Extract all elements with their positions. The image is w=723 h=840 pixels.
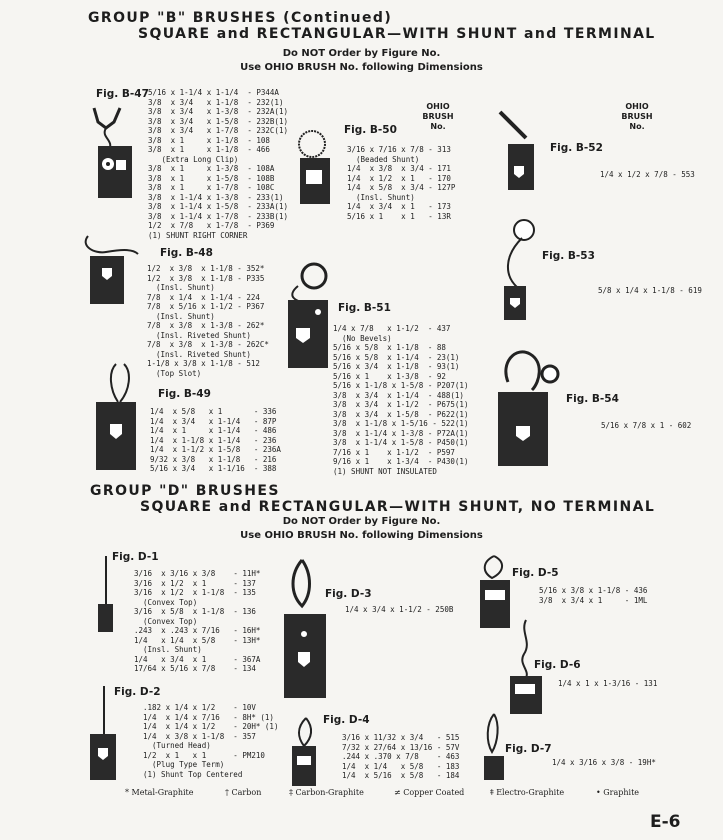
spec-line: 3/8 x 1 x 1-7/8 - 108C xyxy=(148,183,275,192)
brush-b48-illustration xyxy=(80,224,150,314)
column-header-line: No. xyxy=(430,122,446,131)
fig-b52-label: Fig. B-52 xyxy=(550,142,603,154)
brush-d7-illustration xyxy=(480,712,510,784)
fig-d2-label: Fig. D-2 xyxy=(114,686,161,698)
spec-line: .244 x .370 x 7/8 - 463 xyxy=(342,752,460,761)
spec-line: 3/16 x 5/8 x 1-1/8 - 136 xyxy=(134,607,256,616)
legend-graphite: • Graphite xyxy=(596,788,640,797)
spec-line: (Extra Long Clip) xyxy=(148,154,239,164)
group-b-subtitle: SQUARE and RECTANGULAR—WITH SHUNT and TERMINAL xyxy=(138,26,656,42)
spec-line: 5/16 x 5/8 x 1-1/8 - 88 xyxy=(333,343,446,352)
spec-line: (Turned Head) xyxy=(143,741,211,750)
brush-b50-illustration xyxy=(292,118,342,208)
spec-line: 3/16 x 1/2 x 1-1/8 - 135 xyxy=(134,588,256,597)
spec-line: 7/8 x 3/8 x 1-3/8 - 262C* xyxy=(147,340,269,349)
spec-line: 1/4 x 7/8 x 1-1/2 - 437 xyxy=(333,324,451,333)
spec-line: (Top Slot) xyxy=(147,368,202,378)
fig-d5-specs xyxy=(539,586,647,605)
brush-b51-illustration xyxy=(284,262,340,370)
brush-d2-illustration xyxy=(88,684,118,796)
spec-line: 7/8 x 3/8 x 1-3/8 - 262* xyxy=(147,321,265,330)
fig-b49-label: Fig. B-49 xyxy=(158,388,211,400)
spec-line: (Insl. Riveted Shunt) xyxy=(147,330,251,340)
spec-line: 1/4 x 1 x 1-3/16 - 131 xyxy=(558,679,658,688)
spec-line: (Insl. Shunt) xyxy=(347,192,415,202)
spec-line: 1/4 x 1/4 x 1/2 - 20H* (1) xyxy=(143,722,279,731)
spec-line: .243 x .243 x 7/16 - 16H* xyxy=(134,626,261,635)
spec-line: 1/4 x 1/4 x 7/16 - 8H* (1) xyxy=(143,712,274,722)
fig-b51-label: Fig. B-51 xyxy=(338,302,391,314)
spec-line: 1/4 x 1/2 x 1 - 170 xyxy=(347,173,451,183)
spec-line: 7/8 x 5/16 x 1-1/2 - P367 xyxy=(147,302,265,311)
brush-d4-illustration xyxy=(286,714,326,790)
spec-line: 1/4 x 3/8 x 1-1/8 - 357 xyxy=(143,731,256,741)
column-header-line: OHIO xyxy=(426,102,450,111)
spec-line: 9/16 x 1 x 1-3/4 - P430(1) xyxy=(333,457,469,466)
column-header-line: No. xyxy=(629,122,645,131)
legend-copper-coated: ≠ Copper Coated xyxy=(394,788,465,797)
spec-line: 1/2 x 3/8 x 1-1/8 - P335 xyxy=(147,273,265,283)
fig-b51-specs xyxy=(333,324,468,476)
spec-line: (Insl. Shunt) xyxy=(147,283,215,292)
spec-line: 1/4 x 3/4 x 1 - 173 xyxy=(347,202,451,211)
spec-line: 1/4 x 1 x 1-1/4 - 486 xyxy=(150,426,277,435)
fig-d2-specs xyxy=(143,703,278,779)
legend-electro-graphite: ǂ Electro-Graphite xyxy=(490,788,565,797)
brush-b52-illustration xyxy=(496,108,546,194)
spec-line: 7/8 x 1/4 x 1-1/4 - 224 xyxy=(147,292,260,302)
fig-b53-label: Fig. B-53 xyxy=(542,250,595,262)
fig-b50-specs xyxy=(347,145,455,221)
fig-d4-specs xyxy=(342,733,459,781)
spec-line: (Plug Type Term) xyxy=(143,760,225,769)
spec-line: 3/8 x 1 x 1-1/8 - 108 xyxy=(148,135,270,145)
group-d-subtitle: SQUARE and RECTANGULAR—WITH SHUNT, NO TERMINAL xyxy=(140,499,656,515)
spec-line: 5/16 x 1-1/8 x 1-5/8 - P207(1) xyxy=(333,381,469,390)
group-d-note-use: Use OHIO BRUSH No. following Dimensions xyxy=(240,530,483,541)
spec-line: 1/4 x 3/4 x 1-1/4 - 87P xyxy=(150,416,277,426)
spec-line: 1/4 x 5/8 x 1 - 336 xyxy=(150,407,277,416)
spec-line: 1/4 x 5/8 x 3/4 - 127P xyxy=(347,183,456,192)
brush-b47-illustration xyxy=(86,104,146,204)
group-d-title: GROUP "D" BRUSHES xyxy=(90,483,280,499)
spec-line: 3/8 x 1 x 1-3/8 - 108A xyxy=(148,164,275,173)
fig-d6-specs xyxy=(558,679,657,689)
spec-line: 5/8 x 1/4 x 1-1/8 - 619 xyxy=(598,286,702,295)
spec-line: (1) SHUNT NOT INSULATED xyxy=(333,466,437,476)
group-b-title: GROUP "B" BRUSHES (Continued) xyxy=(88,10,393,26)
spec-line: (1) SHUNT RIGHT CORNER xyxy=(148,230,248,240)
spec-line: 5/16 x 3/8 x 1-1/8 - 436 xyxy=(539,586,648,595)
brush-d1-illustration xyxy=(96,554,116,636)
spec-line: 3/8 x 3/4 x 1-5/8 - P622(1) xyxy=(333,409,469,419)
spec-line: 17/64 x 5/16 x 7/8 - 134 xyxy=(134,664,256,673)
group-b-note-use: Use OHIO BRUSH No. following Dimensions xyxy=(240,62,483,73)
spec-line: 3/8 x 1-1/4 x 1-7/8 - 233B(1) xyxy=(148,211,288,221)
spec-line: 3/16 x 1/2 x 1 - 137 xyxy=(134,578,256,588)
fig-b53-specs xyxy=(598,286,702,296)
spec-line: (Beaded Shunt) xyxy=(347,154,420,164)
spec-line: 1/4 x 3/8 x 3/4 - 171 xyxy=(347,164,451,173)
spec-line: (Insl. Shunt) xyxy=(147,311,215,321)
spec-line: 7/32 x 27/64 x 13/16 - 57V xyxy=(342,742,460,752)
fig-b54-label: Fig. B-54 xyxy=(566,393,619,405)
spec-line: 3/8 x 1-1/8 x 1-5/16 - 522(1) xyxy=(333,419,469,428)
brush-d3-illustration xyxy=(282,554,332,702)
spec-line: 5/16 x 1 x 1-3/8 - 92 xyxy=(333,371,446,381)
legend-carbon: † Carbon xyxy=(225,788,262,797)
spec-line: 1/4 x 5/16 x 5/8 - 184 xyxy=(342,771,460,780)
fig-b52-specs xyxy=(600,170,695,180)
fig-b50-label: Fig. B-50 xyxy=(344,124,397,136)
spec-line: 3/8 x 3/4 x 1-7/8 - 232C(1) xyxy=(148,126,288,135)
legend-carbon-graphite: ‡ Carbon-Graphite xyxy=(289,788,364,797)
spec-line: 3/8 x 1-1/4 x 1-5/8 - P450(1) xyxy=(333,438,469,447)
spec-line: 1/4 x 3/4 x 1-1/2 - 250B xyxy=(345,605,454,614)
spec-line: 3/16 x 11/32 x 3/4 - 515 xyxy=(342,733,460,742)
fig-d3-specs xyxy=(345,605,453,615)
spec-line: (No Bevels) xyxy=(333,333,392,343)
spec-line: 3/8 x 3/4 x 1 - 1ML xyxy=(539,595,648,605)
column-header-right xyxy=(617,102,657,132)
group-d-note-order: Do NOT Order by Figure No. xyxy=(282,516,441,527)
spec-line: 3/8 x 1-1/4 x 1-3/8 - 233(1) xyxy=(148,192,284,202)
spec-line: 1/4 x 1-1/2 x 1-5/8 - 236A xyxy=(150,445,281,454)
fig-d1-specs xyxy=(134,569,260,674)
spec-line: 1-1/8 x 3/8 x 1-1/8 - 512 xyxy=(147,359,260,368)
column-header-line: OHIO xyxy=(625,102,649,111)
fig-d7-label: Fig. D-7 xyxy=(505,743,552,755)
fig-b48-specs xyxy=(147,264,269,378)
fig-d5-label: Fig. D-5 xyxy=(512,567,559,579)
fig-b54-specs xyxy=(601,421,691,431)
spec-line: (Convex Top) xyxy=(134,616,198,626)
spec-line: 5/16 x 5/8 x 1-1/4 - 23(1) xyxy=(333,352,460,362)
fig-d7-specs xyxy=(552,758,656,768)
spec-line: (1) Shunt Top Centered xyxy=(143,769,243,779)
spec-line: 3/8 x 1 x 1-1/8 - 466 xyxy=(148,145,270,154)
spec-line: 1/4 x 1/4 x 5/8 - 13H* xyxy=(134,635,261,645)
fig-b47-specs xyxy=(148,88,288,240)
fig-d6-label: Fig. D-6 xyxy=(534,659,581,671)
spec-line: 3/16 x 7/16 x 7/8 - 313 xyxy=(347,145,451,154)
spec-line: 3/8 x 3/4 x 1-1/2 - P675(1) xyxy=(333,400,469,409)
spec-line: 3/8 x 3/4 x 1-1/8 - 232(1) xyxy=(148,97,284,107)
brush-d6-illustration xyxy=(506,618,546,716)
spec-line: 1/2 x 3/8 x 1-1/8 - 352* xyxy=(147,264,265,273)
fig-d4-label: Fig. D-4 xyxy=(323,714,370,726)
fig-d1-label: Fig. D-1 xyxy=(112,551,159,563)
spec-line: 3/16 x 3/16 x 3/8 - 11H* xyxy=(134,569,261,578)
page-number: E-6 xyxy=(650,812,681,832)
spec-line: 1/4 x 1/4 x 5/8 - 183 xyxy=(342,761,460,771)
spec-line: 1/4 x 1-1/8 x 1-1/4 - 236 xyxy=(150,435,277,445)
spec-line: 5/16 x 3/4 x 1-1/8 - 93(1) xyxy=(333,362,460,371)
spec-line: 5/16 x 3/4 x 1-1/16 - 388 xyxy=(150,464,277,473)
fig-b48-label: Fig. B-48 xyxy=(160,247,213,259)
fig-b49-specs xyxy=(150,407,281,474)
spec-line: 9/32 x 3/8 x 1-1/8 - 216 xyxy=(150,454,277,464)
column-header-center xyxy=(418,102,458,132)
spec-line: 3/8 x 3/4 x 1-1/4 - 488(1) xyxy=(333,390,464,400)
brush-b54-illustration xyxy=(492,342,564,470)
spec-line: 3/8 x 3/4 x 1-5/8 - 232B(1) xyxy=(148,116,288,126)
brush-b53-illustration xyxy=(494,216,544,324)
spec-line: .182 x 1/4 x 1/2 - 10V xyxy=(143,703,256,712)
column-header-line: BRUSH xyxy=(621,112,653,121)
fig-b47-label: Fig. B-47 xyxy=(96,88,149,100)
spec-line: 7/16 x 1 x 1-1/2 - P597 xyxy=(333,447,455,457)
spec-line: 1/4 x 3/4 x 1 - 367A xyxy=(134,654,261,664)
spec-line: (Insl. Riveted Shunt) xyxy=(147,349,251,359)
spec-line: 3/8 x 1-1/4 x 1-3/8 - P72A(1) xyxy=(333,428,469,438)
spec-line: 3/8 x 1-1/4 x 1-5/8 - 233A(1) xyxy=(148,202,288,211)
spec-line: 3/8 x 3/4 x 1-3/8 - 232A(1) xyxy=(148,107,288,116)
spec-line: 1/2 x 7/8 x 1-7/8 - P369 xyxy=(148,221,275,230)
fig-d3-label: Fig. D-3 xyxy=(325,588,372,600)
spec-line: 1/2 x 1 x 1 - PM210 xyxy=(143,750,265,760)
spec-line: 3/8 x 1 x 1-5/8 - 108B xyxy=(148,173,275,183)
brush-b49-illustration xyxy=(88,362,148,474)
spec-line: (Convex Top) xyxy=(134,597,198,607)
spec-line: 1/4 x 3/16 x 3/8 - 19H* xyxy=(552,758,656,767)
spec-line: 5/16 x 1-1/4 x 1-1/4 - P344A xyxy=(148,88,279,97)
column-header-line: BRUSH xyxy=(422,112,454,121)
spec-line: 1/4 x 1/2 x 7/8 - 553 xyxy=(600,170,695,179)
spec-line: 5/16 x 1 x 1 - 13R xyxy=(347,211,451,221)
group-b-note-order: Do NOT Order by Figure No. xyxy=(282,48,441,59)
spec-line: (Insl. Shunt) xyxy=(134,645,202,654)
legend-metal-graphite: * Metal-Graphite xyxy=(125,788,194,797)
spec-line: 5/16 x 7/8 x 1 - 602 xyxy=(601,421,692,430)
